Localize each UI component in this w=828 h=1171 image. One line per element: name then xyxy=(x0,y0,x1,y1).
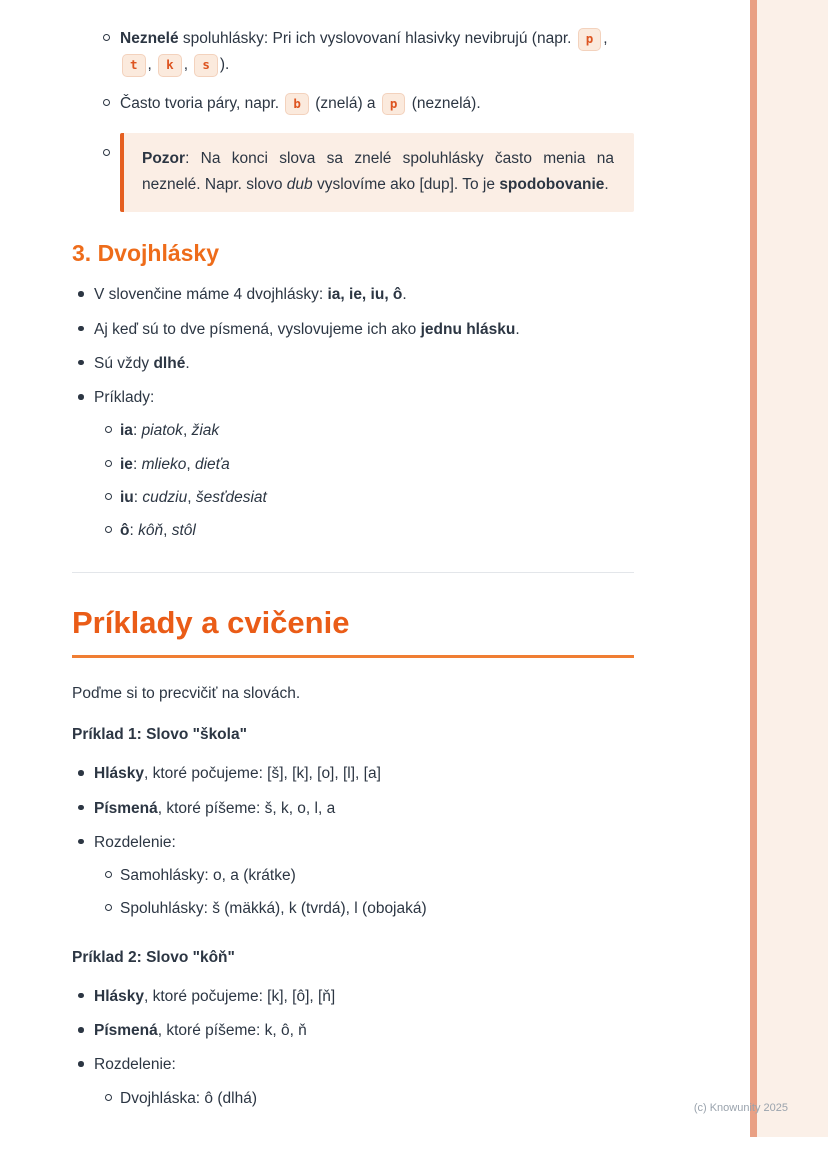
list-item-text: Rozdelenie: xyxy=(94,1056,176,1074)
list-item xyxy=(94,352,634,375)
sublist xyxy=(94,1087,634,1110)
inline-code-badge: t xyxy=(122,54,146,77)
section-divider xyxy=(72,572,634,573)
list-item-text: Neznelé spoluhlásky: Pri ich vyslovovaní hlasivky nevibrujú (napr. p , t , k , s ). xyxy=(120,30,608,73)
list-item xyxy=(120,419,634,442)
list-item xyxy=(94,386,634,542)
list-item xyxy=(94,318,634,341)
list-item xyxy=(94,985,634,1008)
spacer xyxy=(72,932,634,942)
document-content xyxy=(72,26,634,1121)
list-item xyxy=(120,897,634,920)
inline-code-badge: b xyxy=(285,93,309,116)
list-item-text: Písmená, ktoré píšeme: k, ô, ň xyxy=(94,1022,307,1040)
list-item-text: Hlásky, ktoré počujeme: [š], [k], [o], [l], [a] xyxy=(94,765,381,783)
list-item-text: Často tvoria páry, napr. b (znelá) a p (neznelá). xyxy=(120,95,481,112)
list-item-text: V slovenčine máme 4 dvojhlásky: ia, ie, iu, ô. xyxy=(94,286,407,304)
list-item xyxy=(94,1019,634,1042)
dvojhlasky-list xyxy=(72,283,634,542)
inline-code-badge: s xyxy=(194,54,218,77)
list-item xyxy=(120,1087,634,1110)
copyright-watermark: (c) Knowunity 2025 xyxy=(693,1102,788,1114)
inline-code-badge: p xyxy=(382,93,406,116)
list-item xyxy=(120,133,634,212)
list-item-text: ô: kôň, stôl xyxy=(120,522,196,540)
list-item-text: Hlásky, ktoré počujeme: [k], [ô], [ň] xyxy=(94,987,336,1005)
list-item xyxy=(120,864,634,887)
inline-code-badge: k xyxy=(158,54,182,77)
list-item xyxy=(94,1053,634,1110)
list-item xyxy=(120,91,634,117)
list-item-text: iu: cudziu, šesťdesiat xyxy=(120,488,267,506)
list-item-text: Rozdelenie: xyxy=(94,833,176,851)
example2-list xyxy=(72,985,634,1110)
consonant-notes-list xyxy=(72,26,634,117)
list-item xyxy=(94,762,634,785)
page-edge-line xyxy=(750,0,757,1137)
callout-box xyxy=(120,133,634,212)
list-item-text: Sú vždy dlhé. xyxy=(94,354,190,372)
sublist xyxy=(94,419,634,542)
list-item-text: ie: mlieko, dieťa xyxy=(120,455,230,473)
list-item xyxy=(120,486,634,509)
list-item-text: Príklady: xyxy=(94,389,155,407)
example1-list xyxy=(72,762,634,920)
callout-text: Pozor: Na konci slova sa znelé spoluhlásky často menia na neznelé. Napr. slovo dub vyslovíme ako [dup]. To je spodobovanie. xyxy=(142,150,614,194)
list-item-text: Aj keď sú to dve písmená, vyslovujeme ich ako jednu hlásku. xyxy=(94,320,520,338)
practice-intro: Poďme si to precvičiť na slovách. xyxy=(72,684,301,702)
example1-title: Príklad 1: Slovo "škola" xyxy=(72,726,247,744)
sublist xyxy=(94,864,634,921)
list-item xyxy=(120,519,634,542)
list-item xyxy=(94,831,634,921)
list-item xyxy=(120,26,634,79)
list-item-text: Dvojhláska: ô (dlhá) xyxy=(120,1089,257,1107)
section-heading-dvojhlasky: 3. Dvojhlásky xyxy=(72,239,220,266)
example2-title: Príklad 2: Slovo "kôň" xyxy=(72,948,235,966)
list-item xyxy=(120,453,634,476)
list-item xyxy=(94,283,634,306)
list-item-text: ia: piatok, žiak xyxy=(120,422,220,440)
list-item-text: Samohlásky: o, a (krátke) xyxy=(120,867,296,885)
page-edge-band xyxy=(757,0,828,1137)
callout-list xyxy=(72,133,634,212)
section-heading-priklady: Príklady a cvičenie xyxy=(72,605,634,658)
inline-code-badge: p xyxy=(578,28,602,51)
list-item-text: Spoluhlásky: š (mäkká), k (tvrdá), l (obojaká) xyxy=(120,900,427,918)
list-item-text: Písmená, ktoré píšeme: š, k, o, l, a xyxy=(94,799,336,817)
list-item xyxy=(94,797,634,820)
